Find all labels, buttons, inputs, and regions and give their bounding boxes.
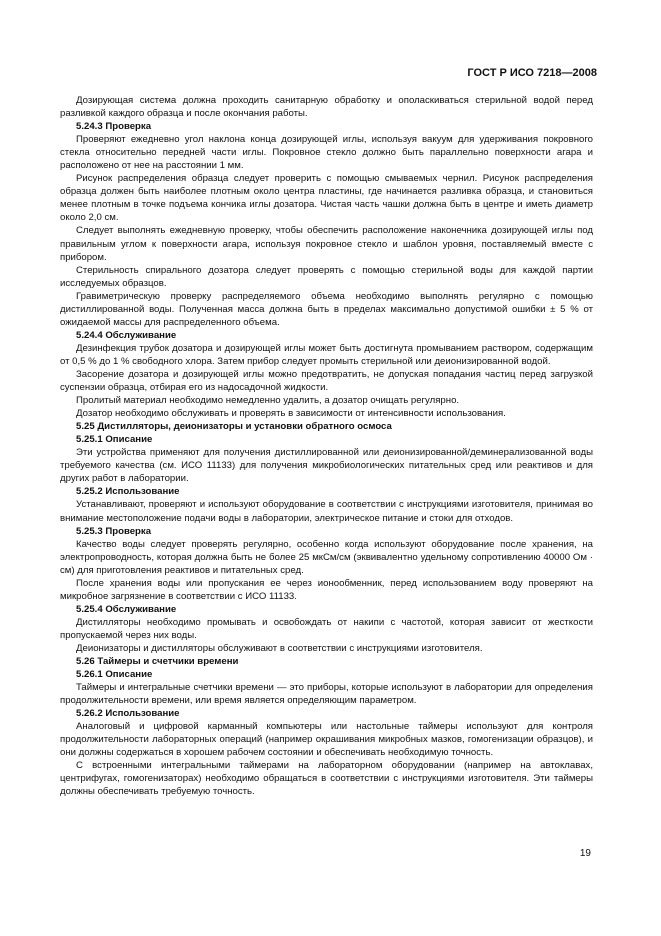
paragraph: Дезинфекция трубок дозатора и дозирующей иглы может быть достигнута промыванием раствором, содержащим от 0,5 % до 1 % свободного хлора. Затем прибор следует промыть стерильной или деионизированной водой. <box>60 342 593 367</box>
section-heading: 5.25.3 Проверка <box>76 525 152 537</box>
section-heading: 5.25.1 Описание <box>76 434 153 446</box>
paragraph: Качество воды следует проверять регулярно, особенно когда используют оборудование после хранения, на электропроводность, которая должна быть не более 25 мкСм/см (эквивалентно удельному сопротивлению 40000 Ом · см) для приготовления реактивов и питательных сред. <box>60 538 593 576</box>
paragraph: Пролитый материал необходимо немедленно удалить, а дозатор очищать регулярно. <box>76 395 460 407</box>
section-heading: 5.25.4 Обслуживание <box>76 603 177 615</box>
paragraph: Дистилляторы необходимо промывать и освобождать от накипи с частотой, которая зависит от жесткости пропускаемой через них воды. <box>60 616 593 641</box>
paragraph: После хранения воды или пропускания ее через ионообменник, перед использованием воду проверяют на микробное загрязнение в соответствии с ИСО 11133. <box>60 577 593 602</box>
paragraph: Дозирующая система должна проходить санитарную обработку и ополаскиваться стерильной водой перед разливкой каждого образца и после окончания работы. <box>60 95 593 120</box>
paragraph: Устанавливают, проверяют и используют оборудование в соответствии с инструкциями изготовителя, принимая во внимание местоположение подачи воды в лаборатории, электрическое питание и стоки для отходов. <box>60 499 593 524</box>
section-heading: 5.25 Дистилляторы, деионизаторы и установки обратного осмоса <box>76 421 392 433</box>
section-heading: 5.26 Таймеры и счетчики времени <box>76 656 239 668</box>
paragraph: Аналоговый и цифровой карманный компьютеры или настольные таймеры используют для контроля продолжительности лабораторных операций (например окрашивания микробных мазков, гомогенизации образцов), и они должны содержаться в хорошем рабочем состоянии и обеспечивать необходимую точность. <box>60 721 593 759</box>
paragraph: Засорение дозатора и дозирующей иглы можно предотвратить, не допуская попадания частиц перед загрузкой суспензии образца, отбирая его из надосадочной жидкости. <box>60 368 593 394</box>
document-body <box>60 94 593 799</box>
section-heading: 5.26.2 Использование <box>76 708 180 720</box>
paragraph: Проверяют ежедневно угол наклона конца дозирующей иглы, используя вакуум для удерживания покровного стекла относительно передней части иглы. Покровное стекло должно быть параллельно поверхности агара и расположено от нее на расстоянии 1 мм. <box>60 134 593 172</box>
paragraph: Эти устройства применяют для получения дистиллированной или деионизированной/деминерализованной воды требуемого качества (см. ИСО 11133) для получения микробиологических питательных сред или реактивов и для других работ в лаборатории. <box>60 447 593 485</box>
paragraph: Дозатор необходимо обслуживать и проверять в зависимости от интенсивности использования. <box>76 408 506 420</box>
paragraph: Таймеры и интегральные счетчики времени — это приборы, которые используют в лаборатории для определения продолжительности времени, или время является определяющим параметром. <box>60 682 593 707</box>
paragraph: Гравиметрическую проверку распределяемого объема необходимо выполнять регулярно с помощью дистиллированной воды. Полученная масса должна быть в пределах максимально допустимой ошибки ± 5 % от ожидаемой массы для распределенного объема. <box>60 290 593 328</box>
paragraph: С встроенными интегральными таймерами на лабораторном оборудовании (например на автоклавах, центрифугах, гомогенизаторах) необходимо обращаться в соответствии с инструкциями изготовителя. Эти таймеры должны обеспечивать требуемую точность. <box>60 760 593 798</box>
section-heading: 5.26.1 Описание <box>76 669 153 681</box>
paragraph: Деионизаторы и дистилляторы обслуживают в соответствии с инструкциями изготовителя. <box>76 642 483 654</box>
section-heading: 5.25.2 Использование <box>76 486 180 498</box>
paragraph: Рисунок распределения образца следует проверить с помощью смываемых чернил. Рисунок распределения образца должен быть наиболее плотным около центра пластины, где начинается разливка образца, и становиться менее плотным в точке подъема кончика иглы дозатора. Чистая часть чашки должна быть в центре и иметь диаметр около 2,0 см. <box>60 173 593 224</box>
section-heading: 5.24.3 Проверка <box>76 121 152 133</box>
section-heading: 5.24.4 Обслуживание <box>76 329 177 341</box>
paragraph: Следует выполнять ежедневную проверку, чтобы обеспечить расположение наконечника дозирующей иглы под правильным углом к поверхности агара, используя покровное стекло и шаблон уровня, поставляемый вместе с прибором. <box>60 225 593 263</box>
document-header: ГОСТ Р ИСО 7218—2008 <box>467 67 597 79</box>
paragraph: Стерильность спирального дозатора следует проверять с помощью стерильной воды для каждой партии исследуемых образцов. <box>60 264 593 289</box>
page-number: 19 <box>579 848 591 859</box>
